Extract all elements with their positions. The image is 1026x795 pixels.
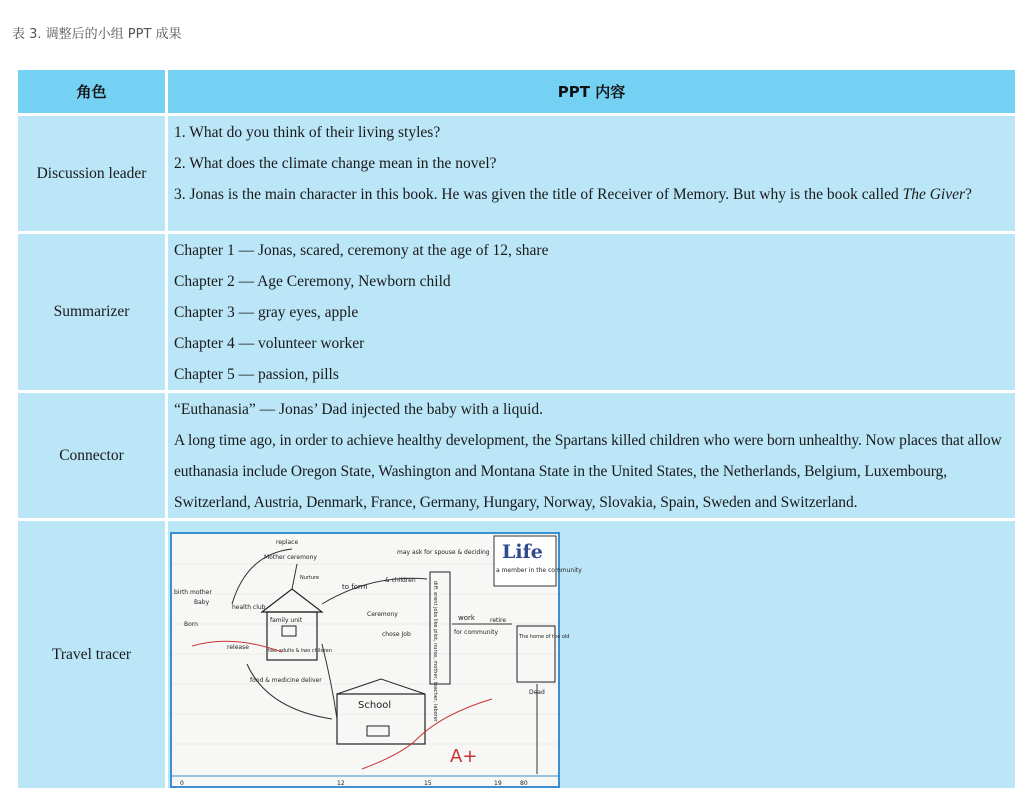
table-row [17,115,1017,233]
map-tick: 0 [180,780,184,787]
book-title: The Giver [902,186,966,203]
role-cell: Summarizer [17,233,167,392]
map-replace: replace [276,539,299,546]
map-retire: retire [490,617,507,624]
map-grade: A+ [450,746,478,767]
chapter-3: Chapter 3 — gray eyes, apple [174,304,359,321]
chapter-4: Chapter 4 — volunteer worker [174,335,365,352]
map-tick: 80 [520,780,528,787]
content-cell [167,115,1017,233]
map-mother-ceremony: Mother ceremony [264,554,317,561]
header-row [17,69,1017,115]
map-tick: 19 [494,780,502,787]
table-row [17,520,1017,790]
map-jobs: diff. erent jobs like pilot, nurse, mother, teacher, laborer [432,581,438,722]
map-life-title: Life [502,541,543,563]
map-tick: 12 [337,780,345,787]
question-3-text: 3. Jonas is the main character in this book. He was given the title of Receiver of Memory. But why is the book called [174,186,903,203]
chapter-2: Chapter 2 — Age Ceremony, Newborn child [174,273,451,290]
map-health-club: health club [232,604,266,611]
map-choose-job: chose Job [382,631,411,638]
map-baby: Baby [194,599,210,606]
map-home-old: The home of the old [519,634,570,640]
map-to-form: to form [342,583,368,591]
table-caption: 表 3. 调整后的小组 PPT 成果 [12,27,182,42]
content-cell [167,520,1017,790]
connector-paragraph: A long time ago, in order to achieve healthy development, the Spartans killed children who were born unhealthy. Now places that allow euthanasia include Oregon State, Washington and Montana State in the United States, the Netherlands, Belgium, Luxembourg, Switzerland, Austria, Denmark, France, Germany, Hungary, Norway, Slovakia, Spain, Sweden and Switzerland. [174,432,1002,511]
map-school: School [358,700,392,711]
connector-line-1: “Euthanasia” — Jonas’ Dad injected the baby with a liquid. [174,401,544,418]
question-1: 1. What do you think of their living styles? [174,124,441,141]
content-cell [167,233,1017,392]
map-family2: two adults & two children [268,648,332,654]
table-row [17,233,1017,392]
map-family: family unit [270,617,303,624]
role-cell: Discussion leader [17,115,167,233]
table-row [17,392,1017,520]
question-3-mark: ? [965,186,972,203]
map-spouse: may ask for spouse & deciding [397,549,490,556]
map-for-community: for community [454,629,498,636]
map-ceremony: Ceremony [367,611,398,618]
ppt-table [15,67,1018,791]
chapter-1: Chapter 1 — Jonas, scared, ceremony at the age of 12, share [174,242,549,259]
map-nurture: Nurture [300,575,320,581]
map-birth-mother: birth mother [174,589,212,596]
travel-map-drawing [170,532,582,788]
map-release: release [227,644,249,651]
map-tick: 15 [424,780,432,787]
question-3 [174,179,1013,210]
map-work: work [458,614,475,622]
map-dead: Dead [529,689,545,696]
map-born: Born [184,621,198,628]
map-food: food & medicine deliver [250,677,322,684]
header-role: 角色 [17,69,167,115]
content-cell [167,392,1017,520]
role-cell: Travel tracer [17,520,167,790]
question-2: 2. What does the climate change mean in the novel? [174,155,497,172]
chapter-5: Chapter 5 — passion, pills [174,366,339,383]
map-children: & children [385,577,416,584]
map-community: a member in the community [496,567,582,574]
header-content: PPT 内容 [167,69,1017,115]
role-cell: Connector [17,392,167,520]
